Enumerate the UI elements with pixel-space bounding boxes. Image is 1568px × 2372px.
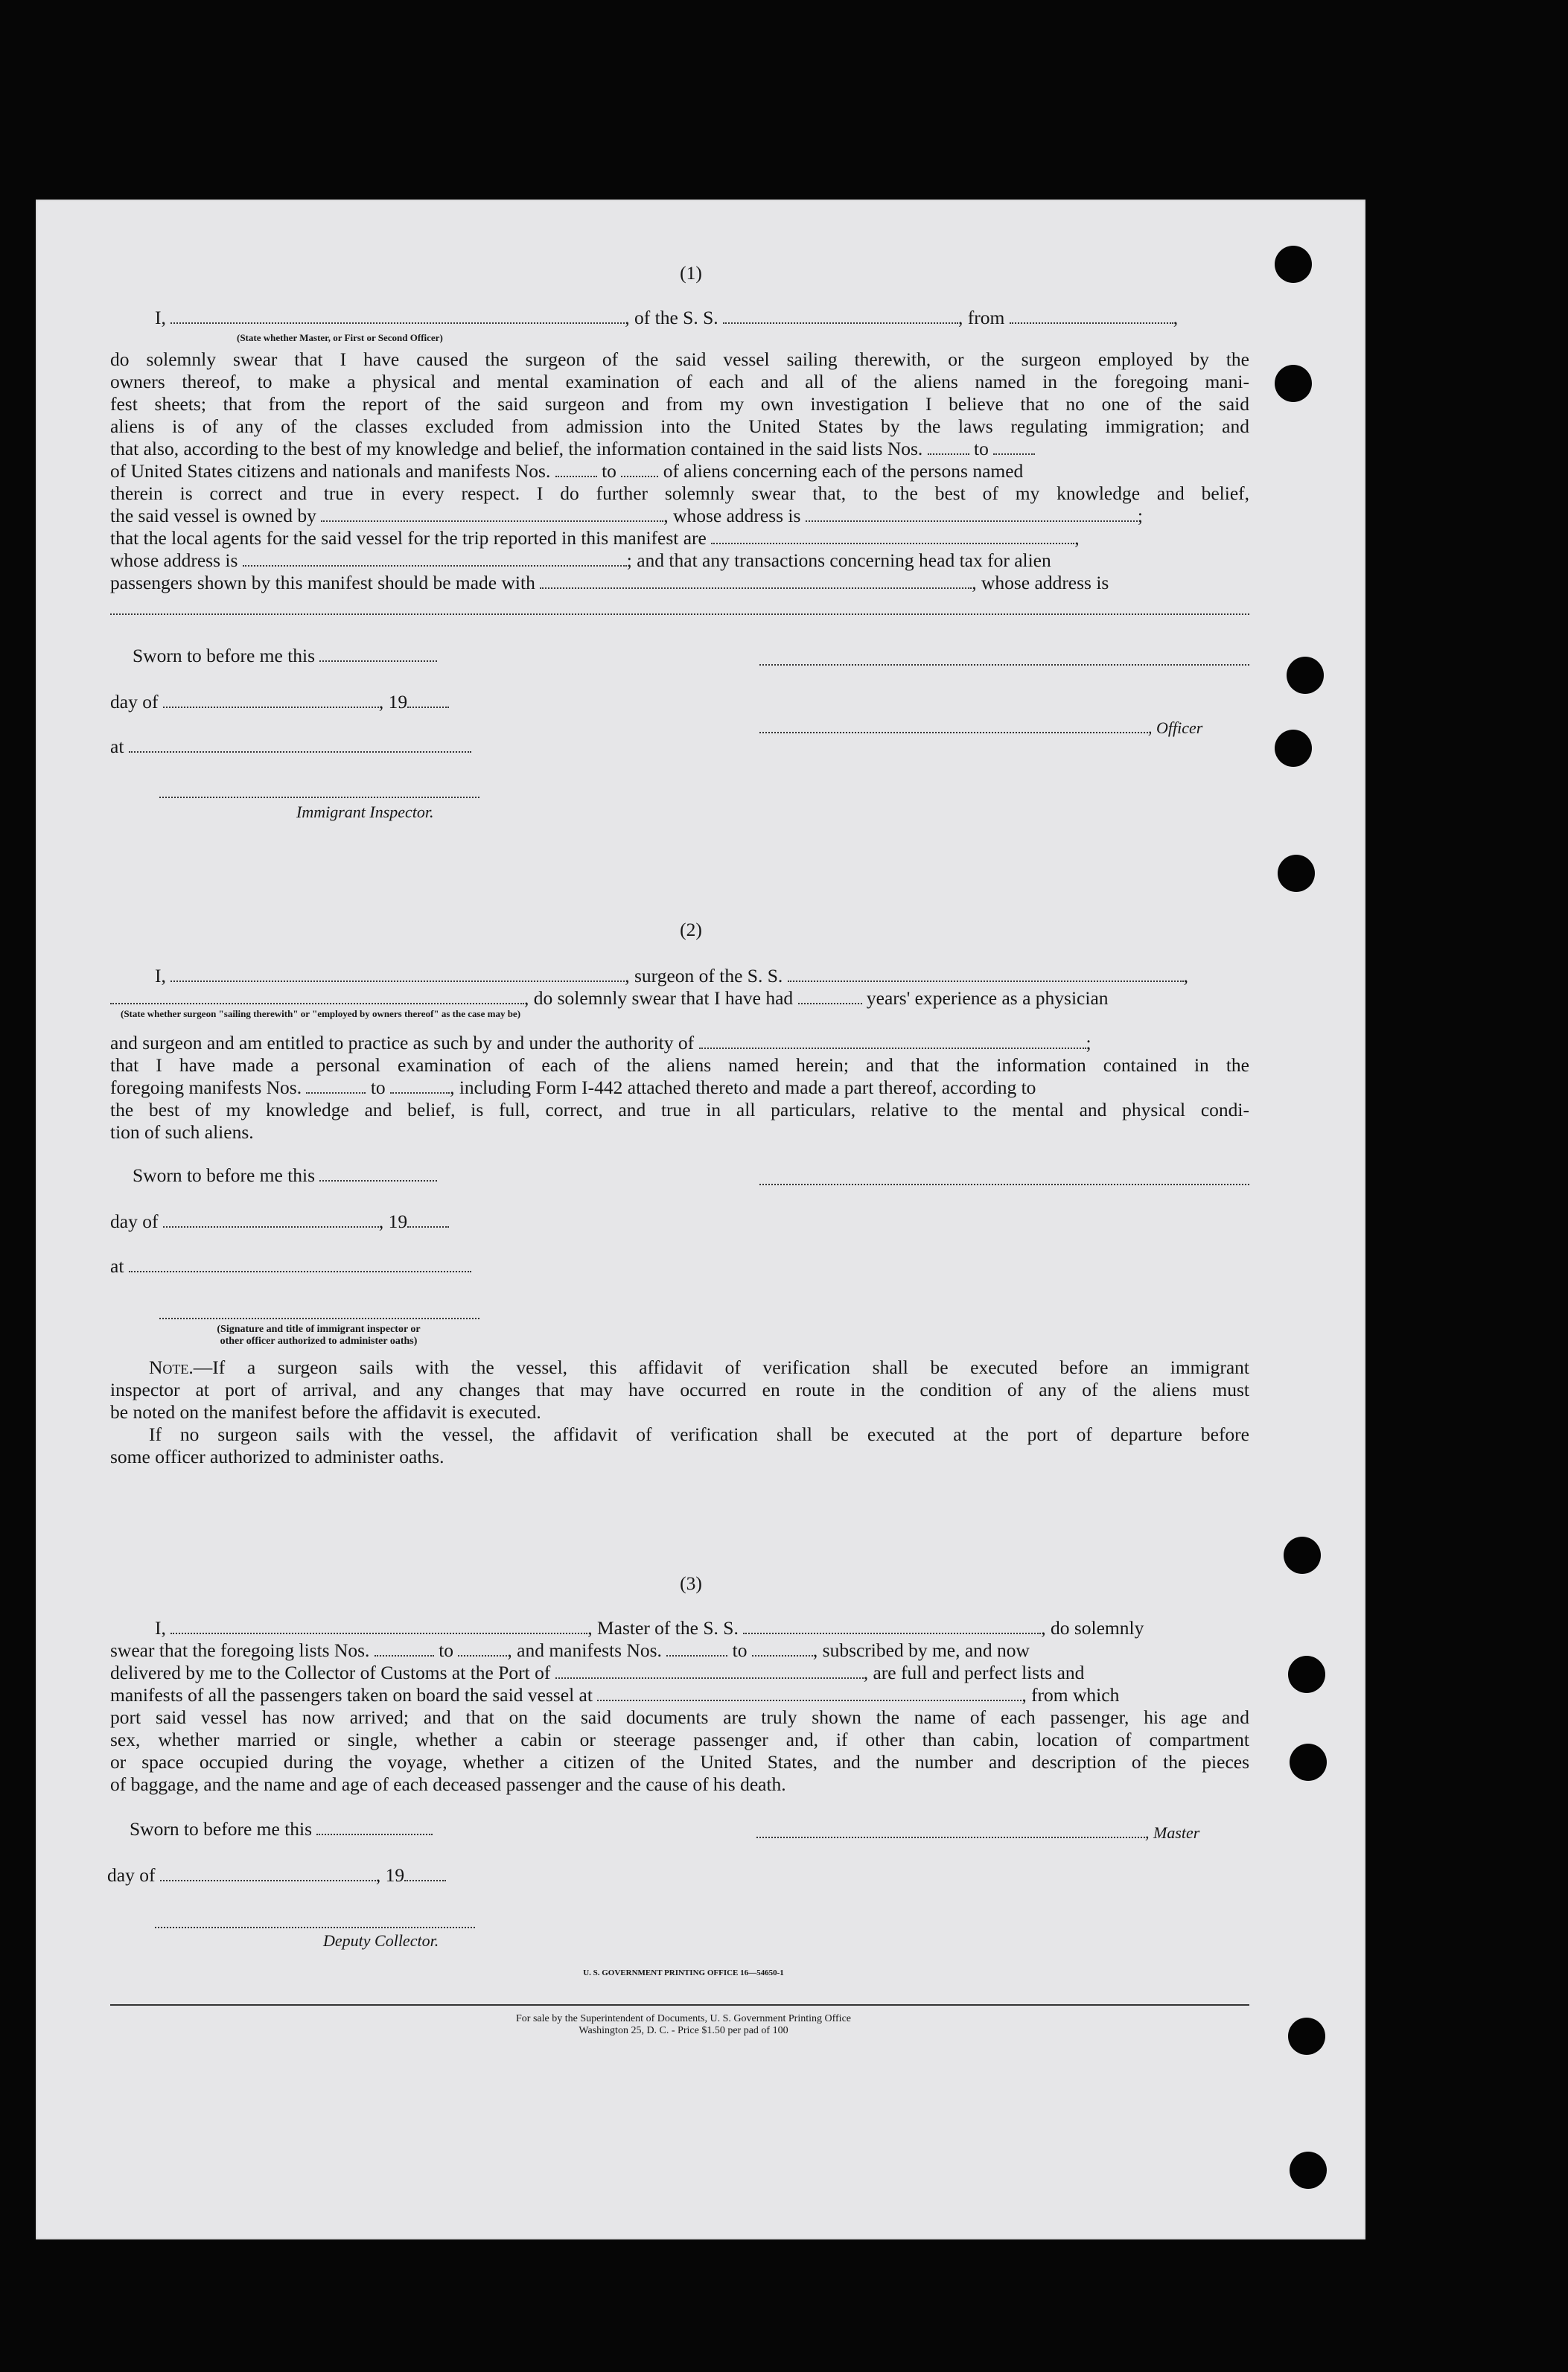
punch-hole (1275, 365, 1312, 402)
deputy-collector-signature-line[interactable] (155, 1927, 475, 1928)
manifests-from-field-2[interactable] (306, 1080, 366, 1094)
manifests-to-field-3[interactable] (752, 1643, 813, 1657)
day-line: day of , 19 (110, 691, 449, 713)
footer-rule (110, 2004, 1249, 2006)
paragraph-line: sex, whether married or single, whether a cabin or steerage passenger and, if other than cabin, location of compartment (110, 1729, 1249, 1750)
master-signature-line[interactable] (756, 1825, 1145, 1838)
from-port-field[interactable] (1010, 310, 1173, 324)
vessel-name-field-2[interactable] (788, 969, 1184, 982)
year-field-3[interactable] (404, 1868, 446, 1881)
sworn-day-field[interactable] (319, 648, 437, 662)
officer-signature-line[interactable] (759, 664, 1249, 666)
paragraph-line: passengers shown by this manifest should be made with , whose address is (110, 572, 1109, 593)
paragraph-line: aliens is of any of the classes excluded from admission into the United States by the laws regulating immigration; and (110, 415, 1249, 437)
printing-office-imprint: U. S. GOVERNMENT PRINTING OFFICE 16—54650-1 (583, 1968, 784, 1977)
section-3-line-2: swear that the foregoing lists Nos. to , and manifests Nos. to , subscribed by me, and now (110, 1639, 1030, 1661)
sworn-line: Sworn to before me this (130, 1818, 433, 1840)
punch-hole (1284, 1537, 1321, 1574)
surgeon-name-field[interactable] (170, 969, 625, 982)
paragraph-line: and surgeon and am entitled to practice as such by and under the authority of ; (110, 1032, 1091, 1053)
note-line: Note.—If a surgeon sails with the vessel, this affidavit of verification shall be executed before an immigrant (149, 1356, 1249, 1378)
deputy-collector-label: Deputy Collector. (323, 1931, 439, 1950)
manifests-to-field[interactable] (621, 464, 658, 477)
year-field-2[interactable] (407, 1214, 449, 1228)
sworn-day-field-2[interactable] (319, 1168, 437, 1182)
section-3-line-4: manifests of all the passengers taken on board the said vessel at , from which (110, 1684, 1120, 1706)
paragraph-line: of baggage, and the name and age of each deceased passenger and the cause of his death. (110, 1773, 786, 1795)
paragraph-line: whose address is ; and that any transactions concerning head tax for alien (110, 549, 1051, 571)
owner-address-field[interactable] (806, 508, 1138, 522)
day-line: day of , 19 (107, 1864, 446, 1887)
surgeon-status-note: (State whether surgeon "sailing therewith" or "employed by owners thereof" as the case may be) (121, 1008, 521, 1019)
paragraph-line: or space occupied during the voyage, whether a citizen of the United States, and the number and description of the pieces (110, 1751, 1249, 1773)
punch-hole (1275, 730, 1312, 767)
at-place-field[interactable] (129, 739, 471, 753)
manifests-from-field-3[interactable] (666, 1643, 727, 1657)
lists-to-field-3[interactable] (458, 1643, 507, 1657)
master-signature: , Master (756, 1821, 1199, 1844)
at-line: at (110, 1255, 471, 1278)
paragraph-line: that the local agents for the said vessel for the trip reported in this manifest are , (110, 527, 1080, 549)
section-1-number: (1) (680, 262, 702, 284)
local-agents-field[interactable] (711, 531, 1074, 544)
lists-to-field[interactable] (993, 441, 1035, 455)
master-name-field[interactable] (170, 1621, 587, 1634)
lists-from-field-3[interactable] (375, 1643, 434, 1657)
port-field[interactable] (555, 1665, 864, 1679)
vessel-name-field-3[interactable] (743, 1621, 1041, 1634)
sale-notice: For sale by the Superintendent of Documents, U. S. Government Printing Office Washington 25, D. C. - Price $1.50 per pad of 100 (516, 2013, 851, 2036)
punch-hole (1290, 2152, 1327, 2189)
section-2-line-1: I, , surgeon of the S. S. , (155, 965, 1189, 986)
inspector-signature-line[interactable] (159, 797, 479, 798)
at-line: at (110, 736, 471, 758)
form-page (36, 200, 1365, 2239)
paragraph-line: therein is correct and true in every respect. I do further solemnly swear that, to the best of my knowledge and belief, (110, 482, 1249, 504)
paragraph-line: foregoing manifests Nos. to , including Form I-442 attached thereto and made a part thereof, according to (110, 1077, 1036, 1098)
paragraph-line: of United States citizens and nationals and manifests Nos. to of aliens concerning each of the persons named (110, 460, 1024, 482)
punch-hole (1287, 657, 1324, 694)
day-month-field[interactable] (163, 695, 379, 708)
paragraph-line: that I have made a personal examination of each of the aliens named herein; and that the information contained in the (110, 1054, 1249, 1076)
year-field[interactable] (407, 695, 449, 708)
punch-hole (1275, 246, 1312, 283)
punch-hole (1288, 2018, 1325, 2055)
section-3-line-1: I, , Master of the S. S. , do solemnly (155, 1617, 1144, 1639)
head-tax-contact-field[interactable] (540, 576, 972, 589)
years-experience-field[interactable] (798, 991, 862, 1004)
section-3-line-3: delivered by me to the Collector of Customs at the Port of , are full and perfect lists and (110, 1662, 1085, 1683)
punch-hole (1278, 855, 1315, 892)
day-month-field-2[interactable] (163, 1214, 379, 1228)
paragraph-line: fest sheets; that from the report of the said surgeon and from my own investigation I believe that no one of the said (110, 393, 1249, 415)
agents-address-field[interactable] (243, 553, 627, 567)
signature-title-note: (Signature and title of immigrant inspector or other officer authorized to administer oaths) (217, 1324, 421, 1347)
paragraph-line: the said vessel is owned by , whose address is ; (110, 505, 1143, 526)
officer-name-field[interactable] (170, 310, 625, 324)
paragraph-line: the best of my knowledge and belief, is full, correct, and true in all particulars, relative to the mental and physical condi- (110, 1099, 1249, 1120)
surgeon-status-field[interactable] (110, 991, 524, 1004)
section-2-number: (2) (680, 919, 702, 940)
day-line: day of , 19 (110, 1211, 449, 1233)
day-month-field-3[interactable] (160, 1868, 376, 1881)
note-line: be noted on the manifest before the affidavit is executed. (110, 1401, 541, 1423)
head-tax-address-field[interactable] (110, 613, 1249, 615)
section-2-line-2: , do solemnly swear that I have had years' experience as a physician (110, 987, 1109, 1010)
inspector-signature-line-2[interactable] (159, 1318, 479, 1319)
punch-hole (1290, 1744, 1327, 1781)
manifests-to-field-2[interactable] (390, 1080, 450, 1094)
punch-hole (1288, 1656, 1325, 1693)
paragraph-line: do solemnly swear that I have caused the surgeon of the said vessel sailing therewith, or the surgeon employed by the (110, 348, 1249, 370)
officer-name-line[interactable] (759, 720, 1148, 733)
vessel-name-field[interactable] (723, 310, 958, 324)
manifests-from-field[interactable] (555, 464, 597, 477)
authority-field[interactable] (699, 1036, 1086, 1049)
sworn-line: Sworn to before me this (133, 1164, 437, 1187)
lists-from-field[interactable] (928, 441, 969, 455)
officer-signature: , Officer (759, 716, 1202, 739)
section-1-line-1: I, , of the S. S. , from , (155, 307, 1179, 328)
paragraph-line: owners thereof, to make a physical and mental examination of each and all of the aliens named in the foregoing mani- (110, 371, 1249, 392)
owner-field[interactable] (321, 508, 663, 522)
embarkation-port-field[interactable] (597, 1688, 1022, 1701)
immigrant-inspector-label: Immigrant Inspector. (296, 803, 434, 821)
note-line: If no surgeon sails with the vessel, the affidavit of verification shall be executed at the port of departure before (149, 1423, 1249, 1445)
section-3-number: (3) (680, 1572, 702, 1594)
paragraph-line: tion of such aliens. (110, 1121, 254, 1143)
paragraph-line: that also, according to the best of my knowledge and belief, the information contained in the said lists Nos. to (110, 438, 1035, 460)
sworn-day-field-3[interactable] (316, 1822, 433, 1835)
sworn-line: Sworn to before me this (133, 645, 437, 667)
note-line: some officer authorized to administer oaths. (110, 1446, 444, 1467)
at-place-field-2[interactable] (129, 1259, 471, 1272)
surgeon-signature-line[interactable] (759, 1184, 1249, 1185)
note-line: inspector at port of arrival, and any changes that may have occurred en route in the condition of any of the aliens must (110, 1379, 1249, 1400)
paragraph-line: port said vessel has now arrived; and that on the said documents are truly shown the name of each passenger, his age and (110, 1706, 1249, 1728)
officer-rank-note: (State whether Master, or First or Second Officer) (237, 332, 443, 343)
